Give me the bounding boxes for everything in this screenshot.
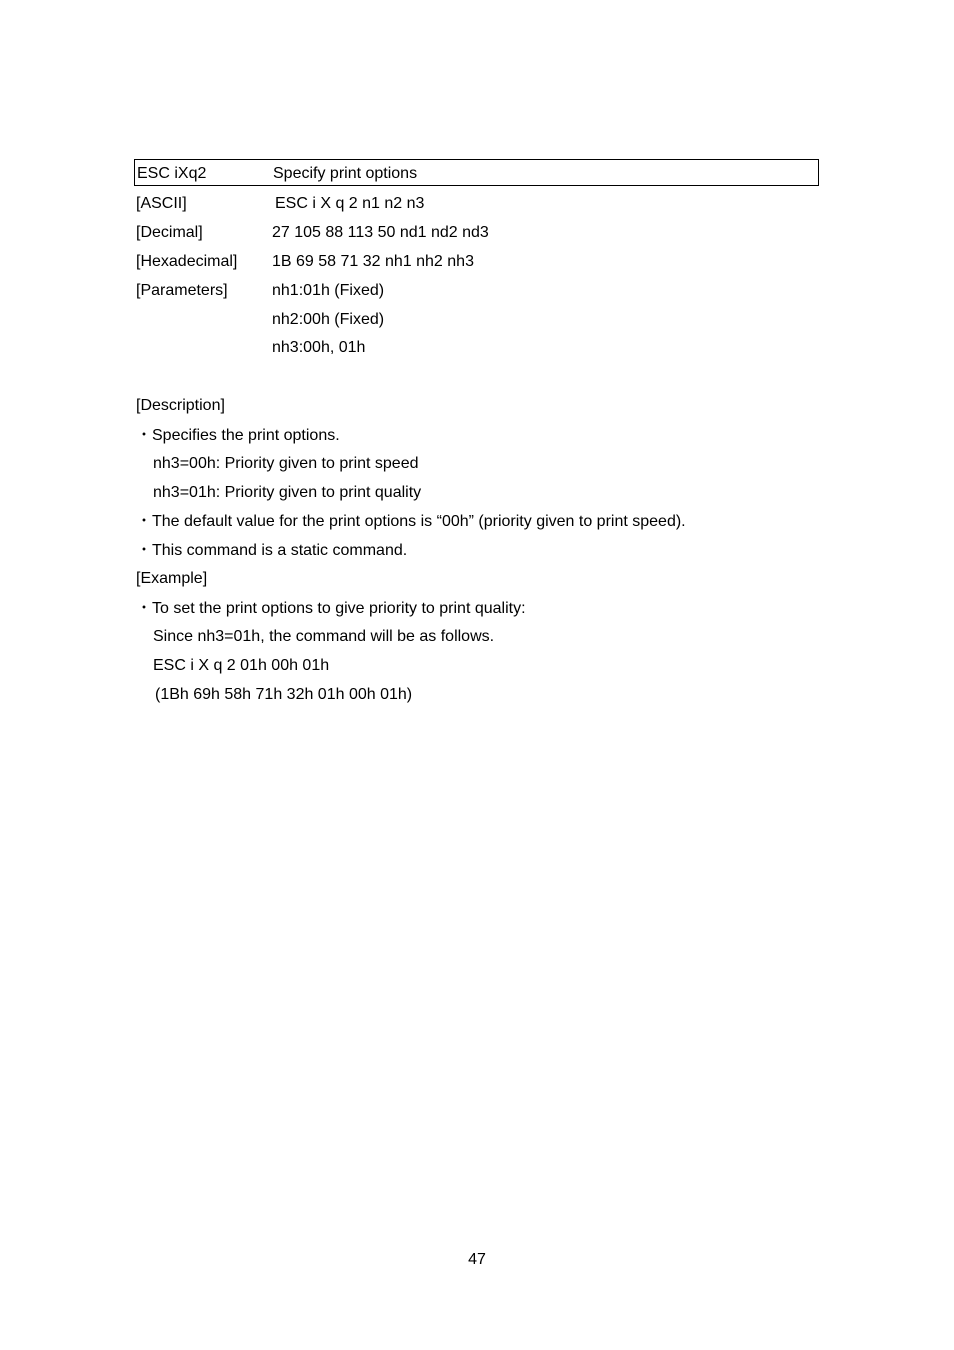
decimal-value: 27 105 88 113 50 nd1 nd2 nd3	[272, 224, 489, 241]
command-code: ESC iXq2	[137, 165, 207, 182]
parameter-nh3: nh3:00h, 01h	[272, 339, 366, 356]
page-number: 47	[468, 1251, 486, 1268]
description-heading: [Description]	[136, 397, 225, 414]
hexadecimal-value: 1B 69 58 71 32 nh1 nh2 nh3	[272, 253, 474, 270]
parameters-label: [Parameters]	[136, 282, 228, 299]
command-header-box	[134, 159, 819, 186]
description-line: ・Specifies the print options.	[136, 427, 340, 444]
example-line: ESC i X q 2 01h 00h 01h	[153, 657, 330, 674]
hexadecimal-label: [Hexadecimal]	[136, 253, 238, 270]
parameter-nh2: nh2:00h (Fixed)	[272, 311, 385, 328]
example-line: (1Bh 69h 58h 71h 32h 01h 00h 01h)	[155, 686, 413, 703]
example-line: Since nh3=01h, the command will be as follows.	[153, 628, 495, 645]
decimal-label: [Decimal]	[136, 224, 203, 241]
description-line: ・This command is a static command.	[136, 542, 408, 559]
example-line: ・To set the print options to give priority to print quality:	[136, 600, 526, 617]
command-title: Specify print options	[273, 165, 418, 182]
example-heading: [Example]	[136, 570, 208, 587]
description-line: ・The default value for the print options is “00h” (priority given to print speed).	[136, 513, 686, 530]
ascii-value: ESC i X q 2 n1 n2 n3	[275, 195, 425, 212]
description-line: nh3=00h: Priority given to print speed	[153, 455, 419, 472]
ascii-label: [ASCII]	[136, 195, 187, 212]
description-line: nh3=01h: Priority given to print quality	[153, 484, 422, 501]
parameter-nh1: nh1:01h (Fixed)	[272, 282, 385, 299]
